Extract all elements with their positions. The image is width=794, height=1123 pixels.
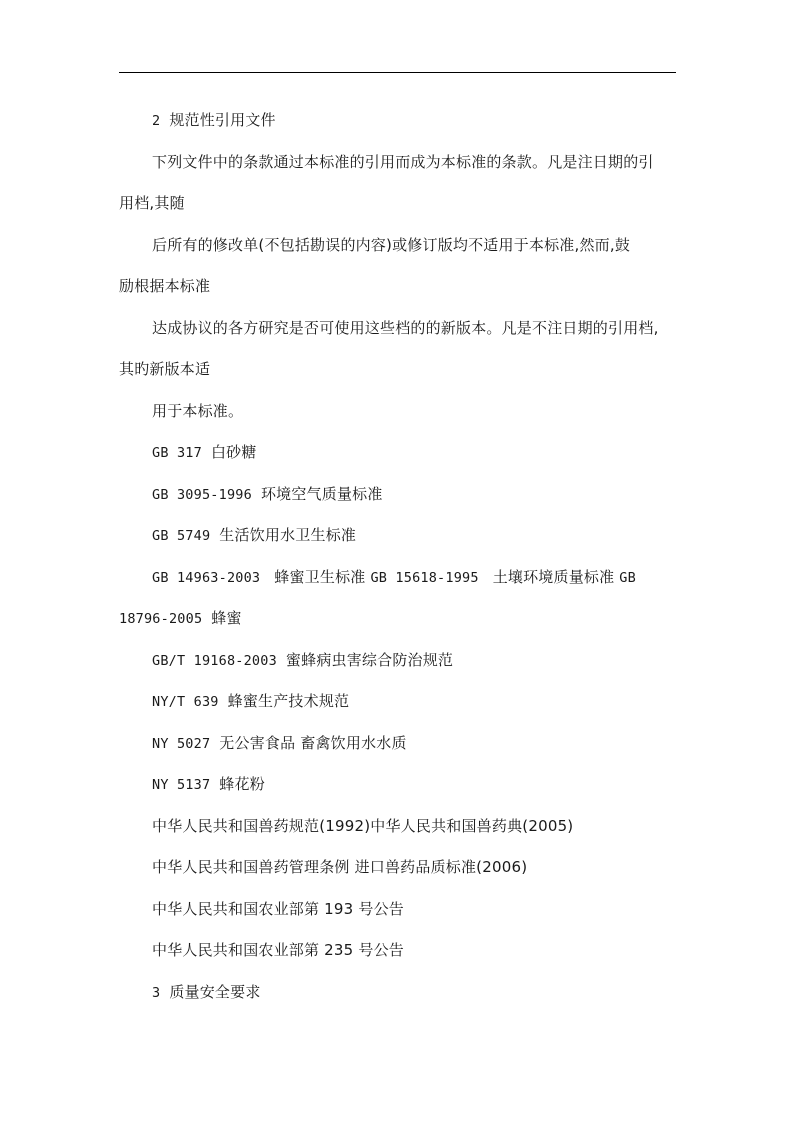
paragraph-line: 励根据本标准 [119,277,211,295]
reference-item [119,474,676,516]
section-title: 规范性引用文件 [169,111,276,129]
reference-item: 中华人民共和国兽药管理条例 进口兽药品质标准(2006) [152,858,528,876]
reference-title: 蜂蜜 [211,609,242,627]
reference-title: 白砂糖 [210,443,257,461]
header-rule [119,72,676,73]
document-body [119,100,676,1013]
reference-code: GB 317 [152,445,202,461]
reference-title: 蜂蜜生产技术规范 [227,692,350,710]
paragraph-line: 后所有的修改单(不包括勘误的内容)或修订版均不适用于本标准,然而,鼓 [152,235,631,254]
reference-code: GB 15618-1995 [370,569,479,586]
reference-item: 中华人民共和国农业部第 235 号公告 [152,941,404,959]
reference-title: 土壤环境质量标准 [492,567,615,586]
reference-code: NY/T 639 [152,694,219,710]
reference-item: 中华人民共和国兽药规范(1992)中华人民共和国兽药典(2005) [152,816,574,835]
section-title: 质量安全要求 [169,982,261,1001]
reference-title: 生活饮用水卫生标准 [219,526,357,544]
section-number: 2 [152,113,161,129]
paragraph-line: 达成协议的各方研究是否可使用这些档的的新版本。凡是不注日期的引用档, [152,318,659,337]
paragraph-line: 其旳新版本适 [119,360,211,378]
reference-code: NY 5137 [152,777,211,793]
reference-item [119,557,676,599]
paragraph-line: 用档,其随 [119,194,185,212]
reference-title: 无公害食品 畜禽饮用水水质 [219,733,407,752]
reference-item [119,640,676,682]
reference-code: GB/T 19168-2003 [152,652,277,669]
reference-item [119,764,676,806]
section-2-heading [119,100,676,142]
reference-item [119,723,676,765]
reference-code: GB 3095-1996 [152,486,252,503]
reference-title: 环境空气质量标准 [260,484,383,503]
reference-item [119,515,676,557]
reference-title: 蜜蜂病虫害综合防治规范 [285,650,454,669]
reference-code: GB [619,569,636,586]
reference-code: 18796-2005 [119,611,203,627]
reference-title: 蜂花粉 [219,775,265,793]
reference-item [119,598,676,640]
reference-item: 中华人民共和国农业部第 193 号公告 [152,899,404,918]
reference-code: GB 14963-2003 [152,569,261,586]
reference-item [119,681,676,723]
reference-title: 蜂蜜卫生标准 [274,567,366,586]
reference-code: NY 5027 [152,735,211,752]
section-number: 3 [152,984,161,1001]
paragraph-line: 用于本标准。 [152,401,244,420]
reference-code: GB 5749 [152,528,211,544]
section-3-heading [119,972,676,1014]
paragraph-line: 下列文件中的条款通过本标准的引用而成为本标准的条款。凡是注日期的引 [152,152,654,171]
reference-item [119,432,676,474]
